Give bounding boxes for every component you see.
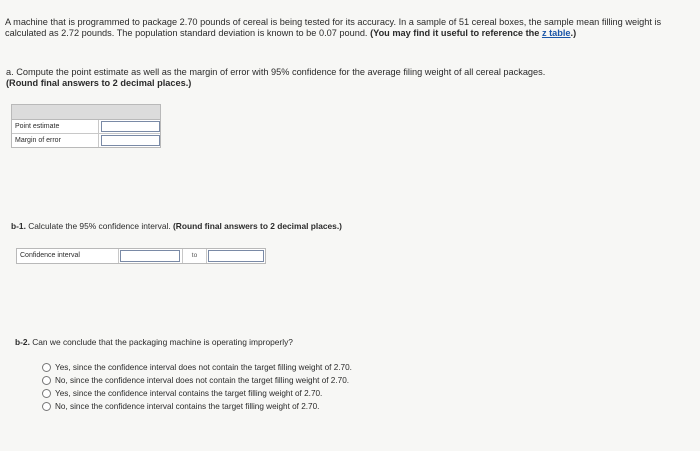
problem-text: A machine that is programmed to package 2.70 pounds of cereal is being tested for its accuracy. In a sample of 51 cereal boxes, the sample mean filling weight is calculated as 2.72 pounds. The population standard deviation is known to be 0.07 pound.: [5, 17, 662, 38]
part-a-instruction: (Round final answers to 2 decimal places.): [6, 78, 192, 88]
option-label: No, since the confidence interval does not contain the target filling weight of 2.70.: [55, 375, 350, 385]
part-b1-text: Calculate the 95% confidence interval.: [25, 221, 174, 231]
option-label: Yes, since the confidence interval does not contain the target filling weight of 2.70.: [55, 362, 352, 372]
margin-of-error-input[interactable]: [101, 135, 160, 146]
radio-button[interactable]: [42, 376, 51, 385]
option-label: Yes, since the confidence interval contains the target filling weight of 2.70.: [55, 388, 323, 398]
part-a-question: [6, 67, 696, 89]
point-estimate-label: Point estimate: [12, 120, 99, 133]
radio-button[interactable]: [42, 402, 51, 411]
table-row: [12, 134, 160, 147]
ci-lower-input[interactable]: [120, 250, 180, 262]
part-a-text: a. Compute the point estimate as well as the margin of error with 95% confidence for the average filing weight of all cereal packages.: [6, 67, 546, 77]
part-b2-text: Can we conclude that the packaging machine is operating improperly?: [29, 337, 293, 347]
z-table-link[interactable]: z table: [541, 28, 571, 38]
answer-options: [42, 361, 352, 413]
problem-statement: [5, 17, 695, 39]
table-header: [12, 105, 160, 120]
part-a-answer-table: [11, 104, 161, 148]
hint-prefix: (You may find it useful to reference the: [370, 28, 542, 38]
option-yes-contains[interactable]: [42, 387, 352, 399]
part-b1-instruction: (Round final answers to 2 decimal places.): [173, 221, 342, 231]
option-label: No, since the confidence interval contains the target filling weight of 2.70.: [55, 401, 320, 411]
radio-button[interactable]: [42, 389, 51, 398]
margin-of-error-label: Margin of error: [12, 134, 99, 147]
radio-button[interactable]: [42, 363, 51, 372]
option-yes-not-contain[interactable]: [42, 361, 352, 373]
confidence-interval-label: Confidence interval: [17, 249, 119, 263]
part-b2-question: [15, 337, 293, 347]
hint-suffix: .): [570, 28, 577, 38]
to-label: to: [183, 249, 207, 263]
part-b1-prefix: b-1.: [11, 221, 26, 231]
part-b1-question: [11, 221, 342, 231]
ci-upper-input[interactable]: [208, 250, 264, 262]
option-no-not-contain[interactable]: [42, 374, 352, 386]
confidence-interval-table: [16, 248, 266, 264]
option-no-contains[interactable]: [42, 400, 352, 412]
table-row: [12, 120, 160, 134]
point-estimate-input[interactable]: [101, 121, 160, 132]
part-b2-prefix: b-2.: [15, 337, 30, 347]
